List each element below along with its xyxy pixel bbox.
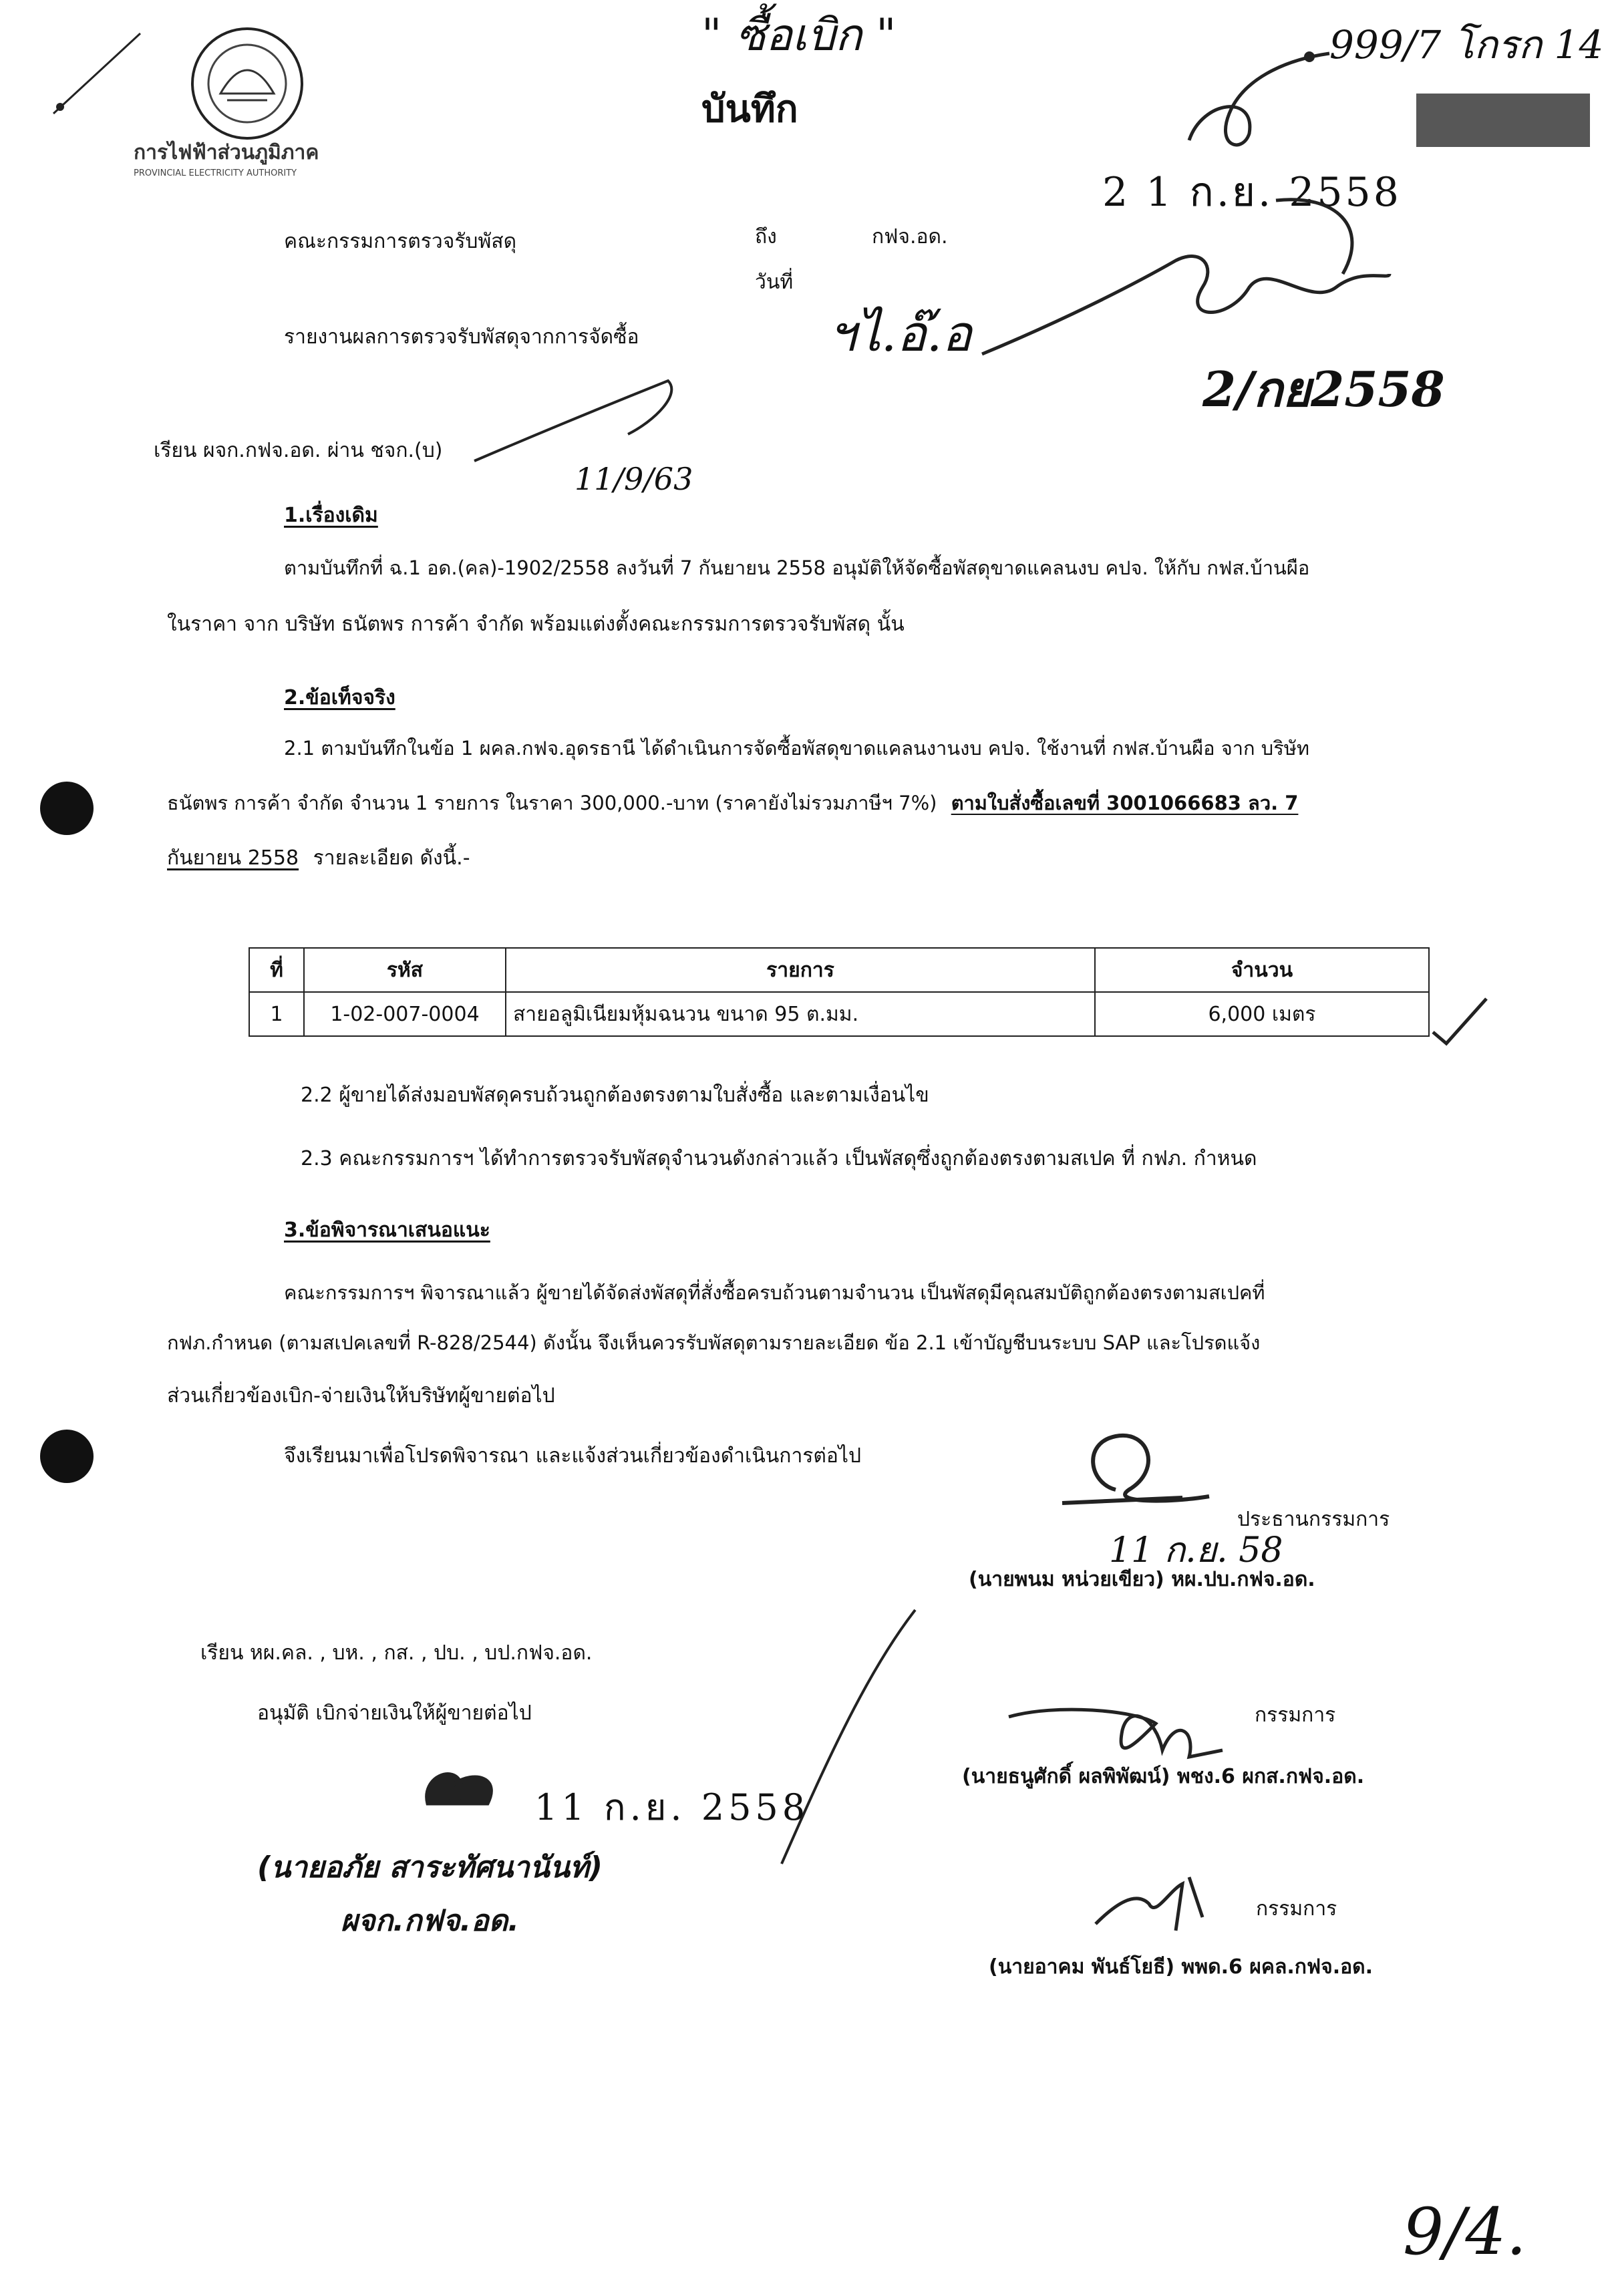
p21-line3-plain: รายละเอียด ดังนี้.- — [313, 846, 470, 870]
handwritten-initial-note: 11/9/63 — [575, 461, 693, 497]
purchase-order-ref: ตามใบสั่งซื้อเลขที่ 3001066683 ลว. 7 — [951, 792, 1299, 814]
col-header-item: รายการ — [506, 948, 1095, 992]
cell-qty: 6,000 เมตร — [1095, 992, 1429, 1036]
page-number-handwritten: 9/4. — [1403, 2194, 1527, 2269]
logo-org-name-th: การไฟฟ้าส่วนภูมิภาค — [134, 141, 319, 164]
memo-title: บันทึก — [701, 88, 798, 131]
chair-handwritten-date: 11 ก.ย. 58 — [1109, 1530, 1283, 1571]
member2-role: กรรมการ — [1256, 1897, 1337, 1921]
from-value: คณะกรรมการตรวจรับพัสดุ — [284, 230, 517, 253]
section1-line2: ในราคา จาก บริษัท ธนัตพร การค้า จำกัด พร้อมแต่งตั้งคณะกรรมการตรวจรับพัสดุ นั้น — [167, 613, 905, 636]
to-value: กฟจ.อด. — [872, 225, 948, 249]
table-header-row — [249, 948, 1429, 992]
approval-approve-text: อนุมัติ เบิกจ่ายเงินให้ผู้ขายต่อไป — [257, 1701, 532, 1725]
p21-line2-plain: ธนัตพร การค้า จำกัด จำนวน 1 รายการ ในราคา 300,000.-บาท (ราคายังไม่รวมภาษีฯ 7%) — [167, 792, 937, 814]
handwritten-pen-stroke — [47, 27, 147, 120]
section2-p21-line2 — [167, 790, 1298, 816]
member1-name: (นายธนูศักดิ์ ผลพิพัฒน์) พชง.6 ผกส.กฟจ.อด. — [962, 1765, 1365, 1788]
closing-text: จึงเรียนมาเพื่อโปรดพิจารณา และแจ้งส่วนเกี่ยวข้องดำเนินการต่อไป — [284, 1444, 862, 1468]
col-header-qty: จำนวน — [1095, 948, 1429, 992]
section3-heading: 3.ข้อพิจารณาเสนอแนะ — [284, 1218, 490, 1242]
approval-routing: เรียน หผ.คล. , บห. , กส. , ปบ. , บป.กฟจ.อด. — [200, 1641, 593, 1665]
handwritten-initial-top — [1176, 40, 1336, 154]
logo-org-name-en: PROVINCIAL ELECTRICITY AUTHORITY — [134, 168, 297, 178]
section3-line1: คณะกรรมการฯ พิจารณาแล้ว ผู้ขายได้จัดส่งพัสดุที่สั่งซื้อครบถ้วนตามจำนวน เป็นพัสดุมีคุณสมบัติถูกต้องตรงตามสเปคที่ — [284, 1281, 1265, 1304]
chair-name: (นายพนม หน่วยเขียว) หผ.ปบ.กฟจ.อด. — [969, 1568, 1315, 1591]
table-row — [249, 992, 1429, 1036]
chair-signature — [1049, 1423, 1223, 1523]
member2-signature — [1089, 1864, 1209, 1937]
cell-code: 1-02-007-0004 — [304, 992, 506, 1036]
punch-hole-upper — [40, 782, 94, 835]
logo-seal — [180, 20, 314, 147]
section2-p21-line3 — [167, 845, 470, 872]
scan-mark-top-right — [1416, 94, 1590, 147]
section3-line3: ส่วนเกี่ยวข้องเบิก-จ่ายเงินให้บริษัทผู้ขายต่อไป — [167, 1384, 555, 1408]
approval-stamp-date: 11 ก.ย. 2558 — [534, 1786, 810, 1828]
section2-p23: 2.3 คณะกรรมการฯ ได้ทำการตรวจรับพัสดุจำนวนดังกล่าวแล้ว เป็นพัสดุซึ่งถูกต้องตรงตามสเปค ที่ กฟภ. กำหนด — [301, 1147, 1257, 1170]
approver-initial — [414, 1757, 508, 1817]
checkmark-icon — [1430, 995, 1490, 1049]
received-stamp-date: 2 1 ก.ย. 2558 — [1102, 169, 1402, 216]
section1-heading: 1.เรื่องเดิม — [284, 504, 378, 527]
handwritten-note-mid: ฯไ.อ๊.อ — [828, 305, 972, 363]
punch-hole-lower — [40, 1430, 94, 1483]
cell-no: 1 — [249, 992, 304, 1036]
section3-line2: กฟภ.กำหนด (ตามสเปคเลขที่ R-828/2544) ดังนั้น จึงเห็นควรรับพัสดุตามรายละเอียด ข้อ 2.1 เข้าบัญชีบนระบบ SAP และโปรดแจ้ง — [167, 1331, 1261, 1354]
section2-heading: 2.ข้อเท็จจริง — [284, 686, 395, 709]
section2-p22: 2.2 ผู้ขายได้ส่งมอบพัสดุครบถ้วนถูกต้องตรงตามใบสั่งซื้อ และตามเงื่อนไข — [301, 1084, 929, 1107]
section2-p21-line1: 2.1 ตามบันทึกในข้อ 1 ผคล.กฟจ.อุดรธานี ได้ดำเนินการจัดซื้อพัสดุขาดแคลนงานงบ คปจ. ใช้งานที่ กฟส.บ้านผือ จาก บริษัท — [284, 737, 1310, 760]
items-table — [249, 947, 1430, 1037]
handwritten-top-quote: " ซื้อเบิก " — [701, 9, 897, 61]
to-label: ถึง — [755, 225, 777, 249]
cell-item: สายอลูมิเนียมหุ้มฉนวน ขนาด 95 ต.มม. — [506, 992, 1095, 1036]
col-header-no: ที่ — [249, 948, 304, 992]
attention-line: เรียน ผจก.กฟจ.อด. ผ่าน ชจก.(บ) — [154, 439, 443, 462]
member2-name: (นายอาคม พันธ์โยธี) พพด.6 ผคล.กฟจ.อด. — [989, 1955, 1373, 1979]
col-header-code: รหัส — [304, 948, 506, 992]
section1-line1: ตามบันทึกที่ ฉ.1 อด.(คล)-1902/2558 ลงวันที่ 7 กันยายน 2558 อนุมัติให้จัดซื้อพัสดุขาดแคลนงบ คปจ. ให้กับ กฟส.บ้านผือ — [284, 556, 1310, 579]
member1-signature — [1002, 1690, 1243, 1770]
handwritten-date-right: 2/กย2558 — [1202, 361, 1445, 418]
member1-role: กรรมการ — [1255, 1703, 1336, 1727]
subject-value: รายงานผลการตรวจรับพัสดุจากการจัดซื้อ — [284, 325, 639, 349]
date-label: วันที่ — [755, 271, 794, 294]
handwritten-arrow-attention — [468, 367, 688, 474]
chair-role: ประธานกรรมการ — [1237, 1508, 1390, 1531]
purchase-order-date: กันยายน 2558 — [167, 846, 299, 870]
handwritten-top-right: 999/7 โกรก 14 — [1329, 22, 1604, 67]
approver-title: ผจก.กฟจ.อด. — [341, 1904, 519, 1938]
approver-name: (นายอภัย สาระทัศนานันท์) — [257, 1850, 603, 1884]
